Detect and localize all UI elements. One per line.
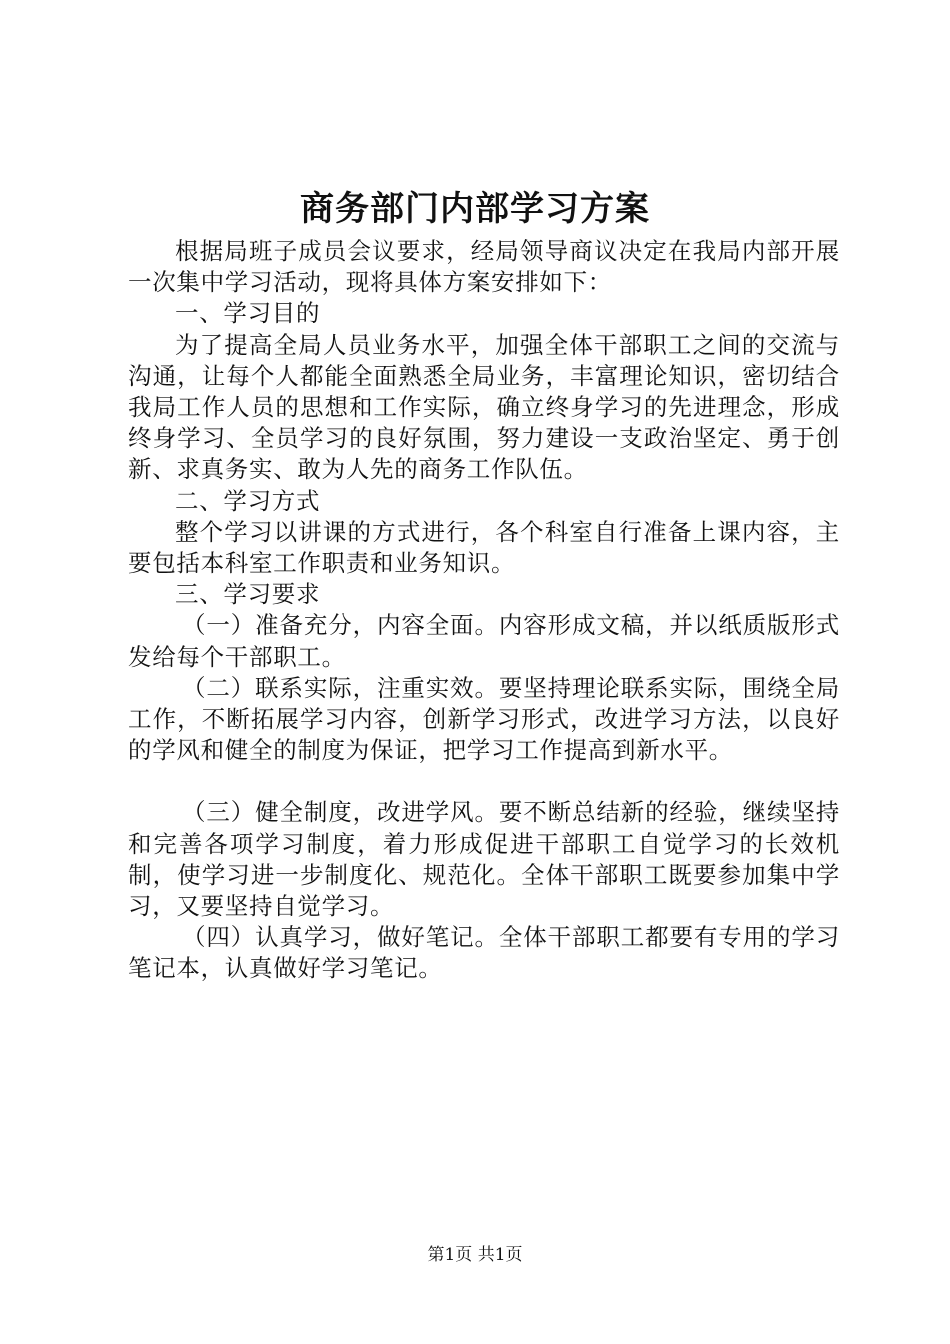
intro-paragraph: 根据局班子成员会议要求，经局领导商议决定在我局内部开展一次集中学习活动，现将具体方案安排如下：	[128, 237, 840, 297]
document-body	[128, 236, 840, 985]
requirement-item-1: （一）准备充分，内容全面。内容形成文稿，并以纸质版形式发给每个干部职工。	[128, 611, 840, 671]
section-heading-purpose: 一、学习目的	[175, 299, 321, 328]
section-text-purpose: 为了提高全局人员业务水平，加强全体干部职工之间的交流与沟通，让每个人都能全面熟悉全局业务，丰富理论知识，密切结合我局工作人员的思想和工作实际，确立终身学习的先进理念，形成终身学习、全员学习的良好氛围，努力建设一支政治坚定、勇于创新、求真务实、敢为人先的商务工作队伍。	[128, 330, 840, 484]
page-footer: 第1页 共1页	[427, 1245, 523, 1265]
section-heading-method: 二、学习方式	[175, 486, 321, 515]
section-heading-requirements: 三、学习要求	[175, 580, 321, 609]
requirement-item-4: （四）认真学习，做好笔记。全体干部职工都要有专用的学习笔记本，认真做好学习笔记。	[128, 923, 840, 983]
requirement-item-3: （三）健全制度，改进学风。要不断总结新的经验，继续坚持和完善各项学习制度，着力形成促进干部职工自觉学习的长效机制，使学习进一步制度化、规范化。全体干部职工既要参加集中学习，又要坚持自觉学习。	[128, 798, 840, 921]
requirement-item-2: （二）联系实际，注重实效。要坚持理论联系实际，围绕全局工作，不断拓展学习内容，创新学习形式，改进学习方法，以良好的学风和健全的制度为保证，把学习工作提高到新水平。	[128, 673, 840, 765]
paragraph-gap	[128, 766, 840, 797]
section-text-method: 整个学习以讲课的方式进行，各个科室自行准备上课内容，主要包括本科室工作职责和业务知识。	[128, 517, 840, 578]
document-title: 商务部门内部学习方案	[300, 189, 650, 229]
